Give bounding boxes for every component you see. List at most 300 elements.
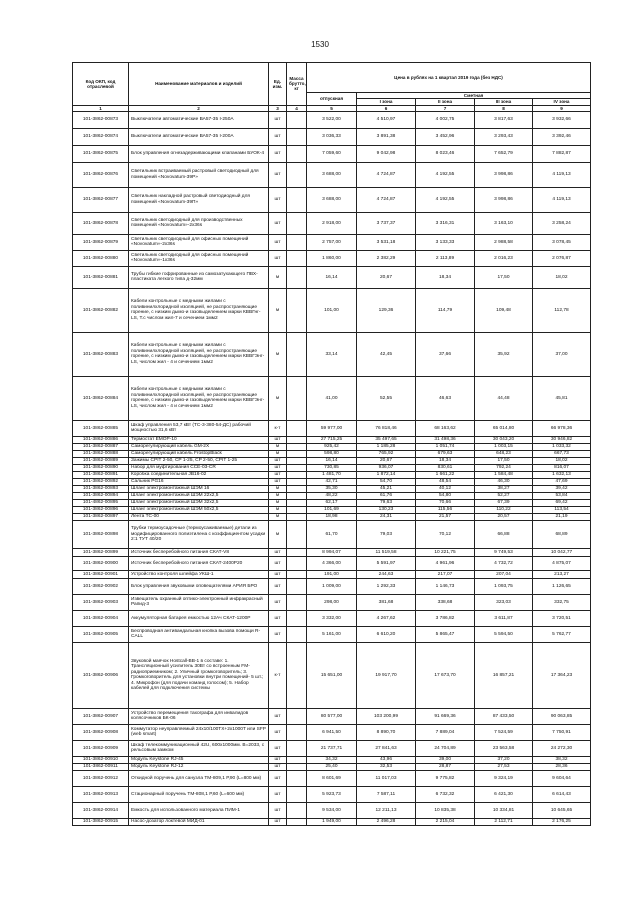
zone-1-price-cell: 61,76	[357, 492, 416, 499]
unit-cell: м	[269, 499, 287, 506]
zone-3-price-cell: 35,92	[475, 332, 533, 376]
name-cell: Устройство контроля шлейфа УКШ-1	[129, 570, 269, 578]
mass-cell	[287, 756, 307, 763]
zone-2-price-cell: 115,56	[416, 506, 475, 513]
table-row	[73, 376, 591, 420]
zone-3-price-cell: 9 749,53	[475, 548, 533, 556]
name-cell: Саморегулирующий кабель GM-2X	[129, 443, 269, 450]
unit-cell: шт	[269, 763, 287, 770]
release-price-cell: 1 860,00	[307, 250, 357, 266]
zone-4-price-cell: 21,19	[533, 513, 591, 520]
zone-3-price-cell: 67,39	[475, 499, 533, 506]
zone-4-price-cell: 2 176,25	[533, 818, 591, 825]
mass-cell	[287, 464, 307, 471]
code-cell: 101-3862-00880	[73, 250, 129, 266]
zone-4-price-cell: 3 720,51	[533, 610, 591, 626]
zone-4-price-cell: 213,27	[533, 570, 591, 578]
code-cell: 101-3862-00914	[73, 802, 129, 818]
zone-1-price-cell: 20,67	[357, 266, 416, 288]
zone-4-price-cell: 3 932,66	[533, 111, 591, 128]
zone-1-price-cell: 8 890,70	[357, 724, 416, 740]
unit-cell: м	[269, 513, 287, 520]
name-cell: Извещатель охранный оптико-электронный инфракрасный Рапид-3	[129, 594, 269, 610]
zone-2-price-cell: 9 775,82	[416, 770, 475, 786]
mass-cell	[287, 763, 307, 770]
zone-2-price-cell: 91 669,36	[416, 708, 475, 724]
code-cell: 101-3862-00908	[73, 724, 129, 740]
table-row	[73, 250, 591, 266]
zone-3-price-cell: 30 043,20	[475, 436, 533, 443]
zone-2-price-cell: 39,00	[416, 756, 475, 763]
name-cell: Блок управления звуковыми оповещателями АРИЯ БРО	[129, 578, 269, 594]
release-price-cell: 16,14	[307, 266, 357, 288]
code-cell: 101-3862-00891	[73, 471, 129, 478]
zone-1-price-cell: 130,23	[357, 506, 416, 513]
table-row	[73, 570, 591, 578]
release-price-cell: 298,00	[307, 594, 357, 610]
mass-cell	[287, 786, 307, 802]
code-cell: 101-3862-00886	[73, 436, 129, 443]
release-price-cell: 7 059,60	[307, 145, 357, 162]
release-price-cell: 1 481,70	[307, 471, 357, 478]
zone-2-price-cell: 4 192,55	[416, 187, 475, 212]
zone-3-price-cell: 1 003,15	[475, 443, 533, 450]
zone-2-price-cell: 18,34	[416, 457, 475, 464]
name-cell: Откидной поручень для санузла ТМ-809,1 Р,90 (L=800 мм)	[129, 770, 269, 786]
mass-cell	[287, 457, 307, 464]
zone-3-price-cell: 1 584,48	[475, 471, 533, 478]
unit-cell: шт	[269, 464, 287, 471]
release-price-cell: 3 332,00	[307, 610, 357, 626]
name-cell: Шланг электромонтажный ШЭМ 22x2,5	[129, 492, 269, 499]
name-cell: Светильник светодиодный для производственных помещений «Novovatum»-2x36s	[129, 212, 269, 234]
code-cell: 101-3862-00894	[73, 492, 129, 499]
zone-4-price-cell: 3 392,46	[533, 128, 591, 145]
unit-cell: м	[269, 376, 287, 420]
name-cell: Блок управления огнезадерживающими клапанами БУОК-4	[129, 145, 269, 162]
zone-1-price-cell: 20,67	[357, 457, 416, 464]
mass-cell	[287, 770, 307, 786]
zone-3-price-cell: 65 014,80	[475, 420, 533, 436]
zone-1-price-cell: 1 872,14	[357, 471, 416, 478]
name-cell: Беспроводная антивандальная кнопка вызова помощи R-CALL	[129, 626, 269, 642]
zone-1-price-cell: 129,36	[357, 288, 416, 332]
unit-cell: шт	[269, 111, 287, 128]
name-cell: Шланг электромонтажный ШЭМ 50x2,5	[129, 506, 269, 513]
zone-4-price-cell: 2 076,87	[533, 250, 591, 266]
zone-2-price-cell: 24 704,89	[416, 740, 475, 756]
table-body	[73, 111, 591, 825]
zone-3-price-cell: 9 324,19	[475, 770, 533, 786]
name-cell: Кабели контрольные с медными жилами с поливинилхлоридной изоляцией, не распространяющие горение, с низким дымо-и газовыделением марки КВВГЭнг-LS, числом жил - 4 и сечением 1мм2	[129, 376, 269, 420]
release-price-cell: 1 949,00	[307, 818, 357, 825]
zone-1-price-cell: 27 841,63	[357, 740, 416, 756]
unit-cell: шт	[269, 786, 287, 802]
unit-cell: шт	[269, 740, 287, 756]
zone-1-price-cell: 381,68	[357, 594, 416, 610]
table-row	[73, 506, 591, 513]
zone-1-price-cell: 103 200,99	[357, 708, 416, 724]
header-unit: Ед. изм.	[269, 63, 287, 106]
mass-cell	[287, 513, 307, 520]
zone-4-price-cell: 90 063,85	[533, 708, 591, 724]
unit-cell: шт	[269, 818, 287, 825]
unit-cell: шт	[269, 556, 287, 570]
code-cell: 101-3862-00903	[73, 594, 129, 610]
release-price-cell: 5 923,73	[307, 786, 357, 802]
mass-cell	[287, 187, 307, 212]
zone-3-price-cell: 20,57	[475, 513, 533, 520]
mass-cell	[287, 266, 307, 288]
zone-4-price-cell: 1 033,32	[533, 443, 591, 450]
price-table	[72, 62, 591, 826]
table-row	[73, 478, 591, 485]
code-cell: 101-3862-00915	[73, 818, 129, 825]
unit-cell: шт	[269, 478, 287, 485]
name-cell: Светильник накладной растровый светодиодный для помещений «Novovatum-39П»	[129, 187, 269, 212]
zone-2-price-cell: 4 002,75	[416, 111, 475, 128]
column-number: 5	[307, 105, 357, 111]
code-cell: 101-3862-00907	[73, 708, 129, 724]
zone-1-price-cell: 45,21	[357, 485, 416, 492]
table-row	[73, 708, 591, 724]
zone-3-price-cell: 2 016,23	[475, 250, 533, 266]
zone-4-price-cell: 3 078,45	[533, 234, 591, 250]
zone-2-price-cell: 54,80	[416, 492, 475, 499]
code-cell: 101-3862-00892	[73, 478, 129, 485]
unit-cell: шт	[269, 548, 287, 556]
name-cell: Стационарный поручень ТМ-808,1 Р,60 (L=600 мм)	[129, 786, 269, 802]
code-cell: 101-3862-00890	[73, 464, 129, 471]
unit-cell: м	[269, 266, 287, 288]
code-cell: 101-3862-00902	[73, 578, 129, 594]
zone-1-price-cell: 765,92	[357, 450, 416, 457]
mass-cell	[287, 548, 307, 556]
release-price-cell: 41,00	[307, 376, 357, 420]
mass-cell	[287, 471, 307, 478]
unit-cell: шт	[269, 436, 287, 443]
mass-cell	[287, 818, 307, 825]
zone-2-price-cell: 1 051,74	[416, 443, 475, 450]
zone-3-price-cell: 27,53	[475, 763, 533, 770]
table-header	[73, 63, 591, 112]
name-cell: Трубы гибкие гофрированные из самозатухающего ПВХ-пластиката легкого типа д-32мм	[129, 266, 269, 288]
column-number: 3	[269, 105, 287, 111]
zone-1-price-cell: 3 891,38	[357, 128, 416, 145]
mass-cell	[287, 740, 307, 756]
zone-2-price-cell: 21,57	[416, 513, 475, 520]
name-cell: Звуковой маячок Hostcall-ВВ-1 в составе: 1. Трансляционный усилитель 30Вт со встроенным FM- радиоприемником; 2. Уличный громкоговоритель; 3. Громкоговоритель для установки внутри помещений- 5 шт.; 4. Микрофон (для подачи команд голосом); 5. Набор кабелей для подключения системы	[129, 642, 269, 708]
zone-1-price-cell: 2 496,28	[357, 818, 416, 825]
zone-2-price-cell: 70,66	[416, 499, 475, 506]
zone-3-price-cell: 3 998,86	[475, 162, 533, 187]
table-row	[73, 802, 591, 818]
unit-cell: м	[269, 485, 287, 492]
mass-cell	[287, 376, 307, 420]
mass-cell	[287, 724, 307, 740]
release-price-cell: 8 994,07	[307, 548, 357, 556]
release-price-cell: 101,00	[307, 288, 357, 332]
zone-3-price-cell: 7 524,59	[475, 724, 533, 740]
zone-2-price-cell: 2 113,89	[416, 250, 475, 266]
page-number: 1530	[311, 40, 329, 49]
header-code: Код ОКП, код отраслевой	[73, 63, 129, 106]
zone-4-price-cell: 30 946,82	[533, 436, 591, 443]
column-number: 6	[357, 105, 416, 111]
zone-3-price-cell: 52,27	[475, 492, 533, 499]
mass-cell	[287, 288, 307, 332]
zone-3-price-cell: 2 112,71	[475, 818, 533, 825]
table-row	[73, 443, 591, 450]
table-row	[73, 128, 591, 145]
name-cell: Насос-дозатор локтевой МИД-01	[129, 818, 269, 825]
table-row	[73, 499, 591, 506]
header-zone-3: III зона	[475, 99, 533, 105]
unit-cell: шт	[269, 594, 287, 610]
code-cell: 101-3862-00911	[73, 763, 129, 770]
unit-cell: шт	[269, 756, 287, 763]
table-row	[73, 436, 591, 443]
zone-1-price-cell: 35 497,65	[357, 436, 416, 443]
unit-cell: м	[269, 450, 287, 457]
table-row	[73, 513, 591, 520]
zone-3-price-cell: 66,88	[475, 520, 533, 548]
zone-1-price-cell: 76 818,46	[357, 420, 416, 436]
zone-4-price-cell: 4 875,07	[533, 556, 591, 570]
zone-1-price-cell: 244,63	[357, 570, 416, 578]
table-row	[73, 464, 591, 471]
unit-cell: шт	[269, 610, 287, 626]
zone-2-price-cell: 10 221,75	[416, 548, 475, 556]
zone-2-price-cell: 46,63	[416, 376, 475, 420]
mass-cell	[287, 162, 307, 187]
name-cell: Саморегулирующий кабель FrostopBlack	[129, 450, 269, 457]
zone-1-price-cell: 4 510,97	[357, 111, 416, 128]
zone-3-price-cell: 3 611,87	[475, 610, 533, 626]
release-price-cell: 61,70	[307, 520, 357, 548]
zone-3-price-cell: 17,50	[475, 266, 533, 288]
table-row	[73, 332, 591, 376]
zone-4-price-cell: 69,42	[533, 499, 591, 506]
zone-1-price-cell: 42,45	[357, 332, 416, 376]
zone-2-price-cell: 3 452,96	[416, 128, 475, 145]
release-price-cell: 42,71	[307, 478, 357, 485]
zone-3-price-cell: 38,27	[475, 485, 533, 492]
zone-4-price-cell: 17 364,23	[533, 642, 591, 708]
zone-2-price-cell: 18,34	[416, 266, 475, 288]
zone-2-price-cell: 3 133,33	[416, 234, 475, 250]
release-price-cell: 598,80	[307, 450, 357, 457]
table-row	[73, 786, 591, 802]
mass-cell	[287, 492, 307, 499]
code-cell: 101-3862-00912	[73, 770, 129, 786]
name-cell: Источник бесперебойного питания СКАТ-2400Р20	[129, 556, 269, 570]
zone-2-price-cell: 17 673,70	[416, 642, 475, 708]
zone-3-price-cell: 17,50	[475, 457, 533, 464]
zone-3-price-cell: 23 563,58	[475, 740, 533, 756]
code-cell: 101-3862-00887	[73, 443, 129, 450]
name-cell: Коммутатор неуправляемый 24x10/100TX+2x1000T или SFP (web smart)	[129, 724, 269, 740]
zone-2-price-cell: 217,07	[416, 570, 475, 578]
release-price-cell: 34,32	[307, 756, 357, 763]
zone-1-price-cell: 54,70	[357, 478, 416, 485]
name-cell: Выключатели автоматические ВА57-35 I-200А	[129, 128, 269, 145]
name-cell: Светильник встраиваемый растровый светодиодный для помещений «Novovatum-39P»	[129, 162, 269, 187]
mass-cell	[287, 578, 307, 594]
unit-cell: шт	[269, 578, 287, 594]
table-row	[73, 111, 591, 128]
zone-3-price-cell: 1 093,75	[475, 578, 533, 594]
release-price-cell: 27 715,25	[307, 436, 357, 443]
zone-1-price-cell: 24,31	[357, 513, 416, 520]
mass-cell	[287, 506, 307, 513]
table-row	[73, 756, 591, 763]
mass-cell	[287, 420, 307, 436]
name-cell: Трубки термоусадочные (термоусаживаемые) детали из модифицированного полиэтилена с коэффициентом усадки 2:1 ТУТ 40/20	[129, 520, 269, 548]
mass-cell	[287, 594, 307, 610]
header-zone-2: II зона	[416, 99, 475, 105]
table-row	[73, 420, 591, 436]
zone-1-price-cell: 11 017,03	[357, 770, 416, 786]
unit-cell: шт	[269, 162, 287, 187]
zone-1-price-cell: 4 724,87	[357, 187, 416, 212]
zone-1-price-cell: 1 185,28	[357, 443, 416, 450]
zone-2-price-cell: 114,79	[416, 288, 475, 332]
zone-4-price-cell: 24 272,30	[533, 740, 591, 756]
zone-1-price-cell: 4 724,87	[357, 162, 416, 187]
zone-3-price-cell: 7 652,79	[475, 145, 533, 162]
header-zone-4: IV зона	[533, 99, 591, 105]
zone-2-price-cell: 8 023,46	[416, 145, 475, 162]
mass-cell	[287, 642, 307, 708]
code-cell: 101-3862-00904	[73, 610, 129, 626]
zone-4-price-cell: 332,75	[533, 594, 591, 610]
table-row	[73, 145, 591, 162]
column-number: 1	[73, 105, 129, 111]
unit-cell: к-т	[269, 642, 287, 708]
unit-cell: м	[269, 506, 287, 513]
zone-3-price-cell: 110,22	[475, 506, 533, 513]
unit-cell: шт	[269, 234, 287, 250]
name-cell: Светильник светодиодный для офисных помещений «Novovatum»-1x36s	[129, 250, 269, 266]
unit-cell: шт	[269, 471, 287, 478]
code-cell: 101-3862-00913	[73, 786, 129, 802]
mass-cell	[287, 499, 307, 506]
unit-cell: шт	[269, 250, 287, 266]
zone-4-price-cell: 28,36	[533, 763, 591, 770]
unit-cell: шт	[269, 187, 287, 212]
mass-cell	[287, 802, 307, 818]
zone-3-price-cell: 6 421,30	[475, 786, 533, 802]
release-price-cell: 25,40	[307, 763, 357, 770]
zone-4-price-cell: 667,73	[533, 450, 591, 457]
name-cell: Модуль Keystone RJ-45	[129, 756, 269, 763]
release-price-cell: 35,30	[307, 485, 357, 492]
zone-3-price-cell: 792,24	[475, 464, 533, 471]
zone-4-price-cell: 6 614,43	[533, 786, 591, 802]
header-zone-1: I зона	[357, 99, 416, 105]
column-number: 8	[475, 105, 533, 111]
column-number: 9	[533, 105, 591, 111]
name-cell: Шкаф телекоммуникационный 42U, 600x1000мм. В=2033, с рельсовым замком	[129, 740, 269, 756]
mass-cell	[287, 250, 307, 266]
release-price-cell: 6 941,50	[307, 724, 357, 740]
zone-1-price-cell: 52,55	[357, 376, 416, 420]
name-cell: Шкаф управления 53,7 кВт (ТС-3-380-54-ДС) рабочий мощностью 31,6 кВт	[129, 420, 269, 436]
zone-3-price-cell: 10 334,81	[475, 802, 533, 818]
code-cell: 101-3862-00884	[73, 376, 129, 420]
release-price-cell: 62,17	[307, 499, 357, 506]
zone-2-price-cell: 48,54	[416, 478, 475, 485]
name-cell: Шланг электромонтажный ШЭМ 16	[129, 485, 269, 492]
zone-4-price-cell: 7 882,87	[533, 145, 591, 162]
zone-4-price-cell: 9 604,64	[533, 770, 591, 786]
mass-cell	[287, 708, 307, 724]
zone-4-price-cell: 10 645,65	[533, 802, 591, 818]
unit-cell: м	[269, 443, 287, 450]
zone-1-price-cell: 7 587,11	[357, 786, 416, 802]
unit-cell: шт	[269, 457, 287, 464]
name-cell: Выключатели автоматические ВА57-35 I-250А	[129, 111, 269, 128]
mass-cell	[287, 626, 307, 642]
release-price-cell: 15 651,00	[307, 642, 357, 708]
zone-3-price-cell: 3 163,10	[475, 212, 533, 234]
code-cell: 101-3862-00910	[73, 756, 129, 763]
name-cell: Набор для муфтирования CCE-03-CR	[129, 464, 269, 471]
table-row	[73, 724, 591, 740]
name-cell: Аккумуляторная батарея емкостью 12Ач СКАТ-1200Р	[129, 610, 269, 626]
zone-4-price-cell: 816,07	[533, 464, 591, 471]
mass-cell	[287, 234, 307, 250]
name-cell: Кабели контрольные с медными жилами с поливинилхлоридной изоляцией, не распространяющие горение, с низким дымо-и газовыделением марки КВВГнг-LS, Т.с числом жил-7 и сечением 1мм2	[129, 288, 269, 332]
zone-4-price-cell: 1 126,65	[533, 578, 591, 594]
zone-1-price-cell: 12 211,13	[357, 802, 416, 818]
zone-1-price-cell: 6 610,20	[357, 626, 416, 642]
table-row	[73, 471, 591, 478]
table-row	[73, 556, 591, 570]
table-row	[73, 492, 591, 499]
release-price-cell: 2 918,00	[307, 212, 357, 234]
code-cell: 101-3862-00889	[73, 457, 129, 464]
name-cell: Источник бесперебойного питания СКАТ-V8	[129, 548, 269, 556]
release-price-cell: 8 601,69	[307, 770, 357, 786]
table-row	[73, 187, 591, 212]
zone-4-price-cell: 18,02	[533, 266, 591, 288]
zone-4-price-cell: 1 632,13	[533, 471, 591, 478]
release-price-cell: 730,85	[307, 464, 357, 471]
zone-3-price-cell: 44,48	[475, 376, 533, 420]
table-row	[73, 578, 591, 594]
column-number: 7	[416, 105, 475, 111]
code-cell: 101-3862-00899	[73, 548, 129, 556]
release-price-cell: 3 688,00	[307, 162, 357, 187]
zone-1-price-cell: 2 382,29	[357, 250, 416, 266]
table-row	[73, 818, 591, 825]
zone-2-price-cell: 3 786,82	[416, 610, 475, 626]
mass-cell	[287, 111, 307, 128]
zone-2-price-cell: 6 732,32	[416, 786, 475, 802]
code-cell: 101-3862-00873	[73, 111, 129, 128]
zone-4-price-cell: 112,78	[533, 288, 591, 332]
mass-cell	[287, 556, 307, 570]
table-row	[73, 162, 591, 187]
table-row	[73, 626, 591, 642]
zone-3-price-cell: 648,23	[475, 450, 533, 457]
zone-4-price-cell: 53,84	[533, 492, 591, 499]
code-cell: 101-3862-00901	[73, 570, 129, 578]
table-row	[73, 548, 591, 556]
zone-3-price-cell: 37,20	[475, 756, 533, 763]
